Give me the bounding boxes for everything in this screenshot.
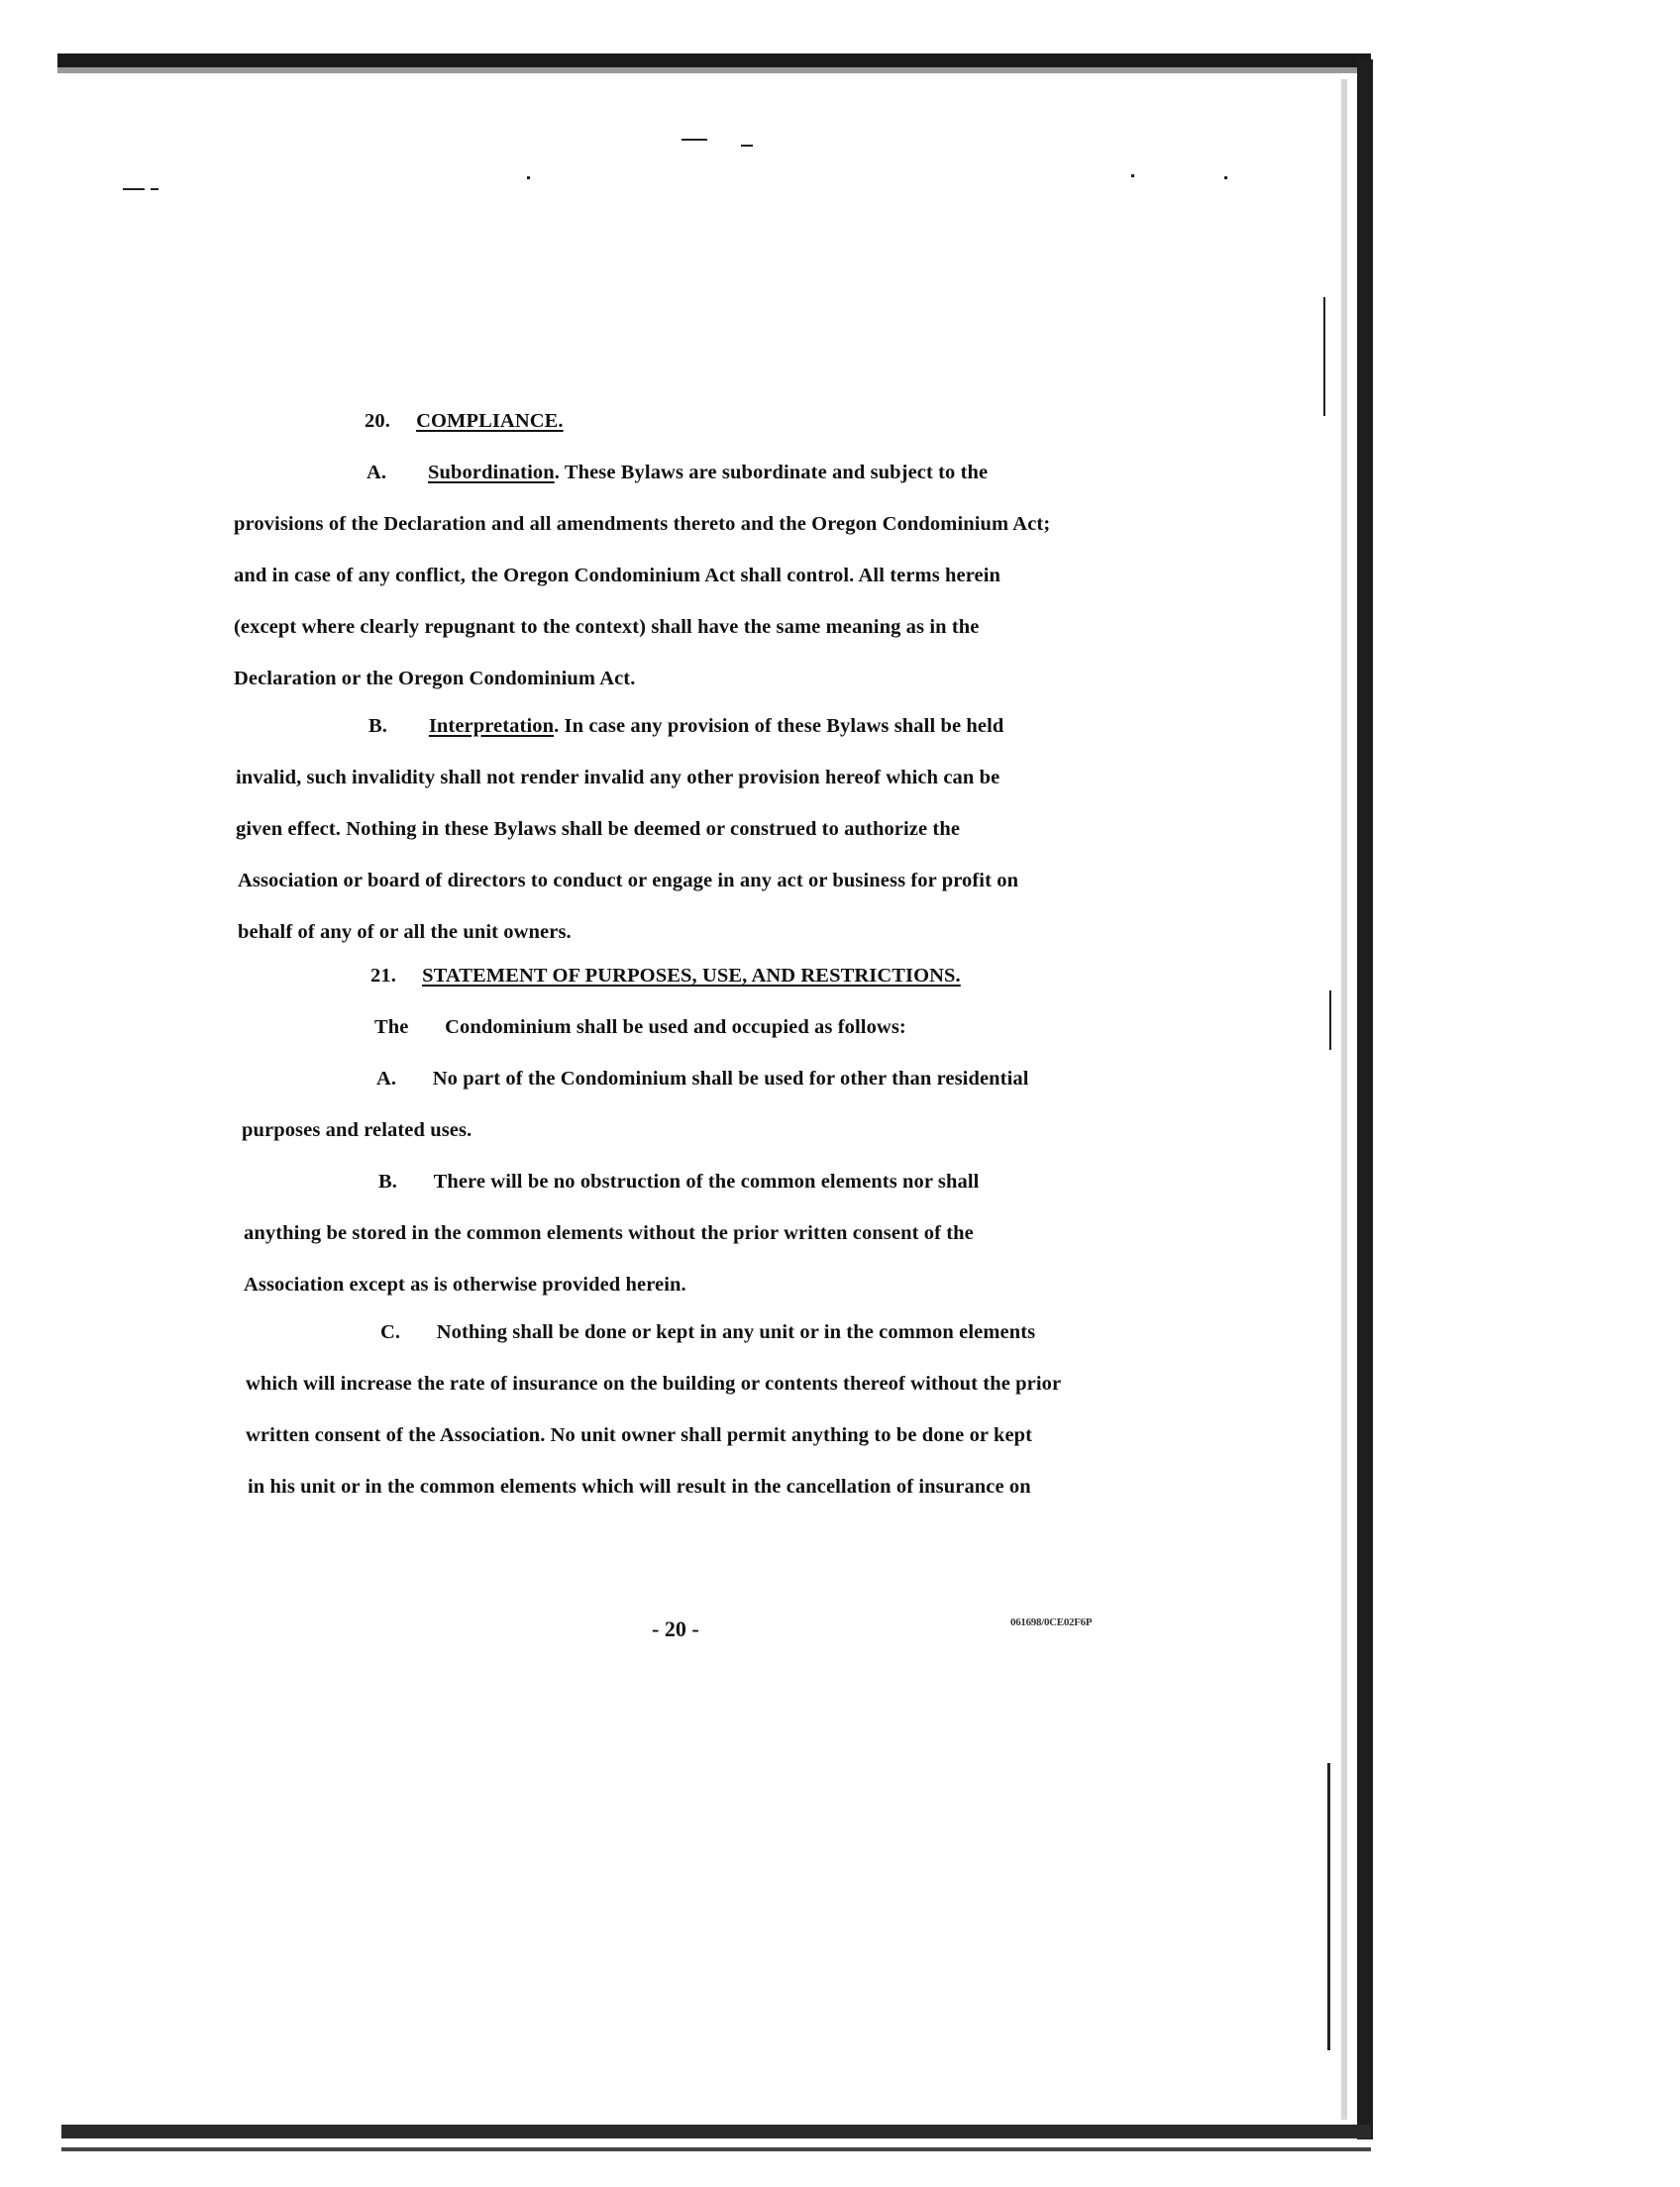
section-21-heading [370, 965, 961, 988]
paragraph-line: which will increase the rate of insurance on the building or contents thereof without the prior [246, 1373, 1062, 1395]
paragraph-line: given effect. Nothing in these Bylaws shall be deemed or construed to authorize the [236, 818, 961, 840]
section-number: 20. [365, 410, 390, 432]
paragraph-line: and in case of any conflict, the Oregon Condominium Act shall control. All terms herein [234, 565, 1001, 586]
paragraph-line: behalf of any of or all the unit owners. [238, 921, 572, 943]
paragraph-line: in his unit or in the common elements which will result in the cancellation of insurance on [248, 1476, 1031, 1498]
paragraph-line: Association except as is otherwise provided herein. [244, 1274, 686, 1296]
subsection-21c-first-line [380, 1321, 1035, 1344]
section-title: COMPLIANCE. [416, 410, 564, 432]
section-20-heading [365, 410, 564, 433]
page-number: - 20 - [652, 1616, 699, 1641]
paragraph-text: . These Bylaws are subordinate and subject to the [554, 462, 989, 483]
paragraph-line: invalid, such invalidity shall not render invalid any other provision hereof which can be [236, 767, 1000, 788]
paragraph-text: No part of the Condominium shall be used for other than residential [432, 1068, 1029, 1090]
subsection-heading: Subordination [427, 462, 555, 483]
paragraph-text: There will be no obstruction of the common elements nor shall [433, 1171, 980, 1193]
paragraph-line: anything be stored in the common elements without the prior written consent of the [244, 1222, 974, 1244]
paragraph-line: written consent of the Association. No unit owner shall permit anything to be done or kept [246, 1424, 1033, 1446]
section-number: 21. [370, 965, 396, 987]
subsection-20a-first-line [367, 462, 988, 484]
subsection-letter: C. [380, 1321, 401, 1343]
subsection-20b-first-line [368, 715, 1003, 738]
paragraph-text: Nothing shall be done or kept in any unit or in the common elements [436, 1321, 1036, 1343]
intro-text: Condominium shall be used and occupied as follows: [445, 1016, 906, 1038]
subsection-21b-first-line [378, 1171, 979, 1194]
paragraph-line: provisions of the Declaration and all amendments thereto and the Oregon Condominium Act; [234, 513, 1051, 535]
subsection-letter: B. [378, 1171, 397, 1193]
paragraph-line: (except where clearly repugnant to the context) shall have the same meaning as in the [234, 616, 980, 638]
paragraph-line: Declaration or the Oregon Condominium Act. [234, 668, 636, 689]
subsection-heading: Interpretation [428, 715, 555, 737]
paragraph-text: . In case any provision of these Bylaws shall be held [554, 715, 1004, 737]
paragraph-line: purposes and related uses. [242, 1119, 472, 1141]
section-title: STATEMENT OF PURPOSES, USE, AND RESTRICTIONS. [422, 965, 961, 987]
section-21-intro [374, 1016, 906, 1039]
subsection-letter: A. [367, 462, 387, 483]
paragraph-line: Association or board of directors to conduct or engage in any act or business for profit on [238, 870, 1019, 891]
subsection-letter: B. [368, 715, 387, 737]
subsection-21a-first-line [376, 1068, 1029, 1091]
subsection-letter: A. [376, 1068, 397, 1090]
intro-lead: The [374, 1016, 409, 1038]
document-code: 061698/0CE02F6P [1010, 1616, 1093, 1628]
